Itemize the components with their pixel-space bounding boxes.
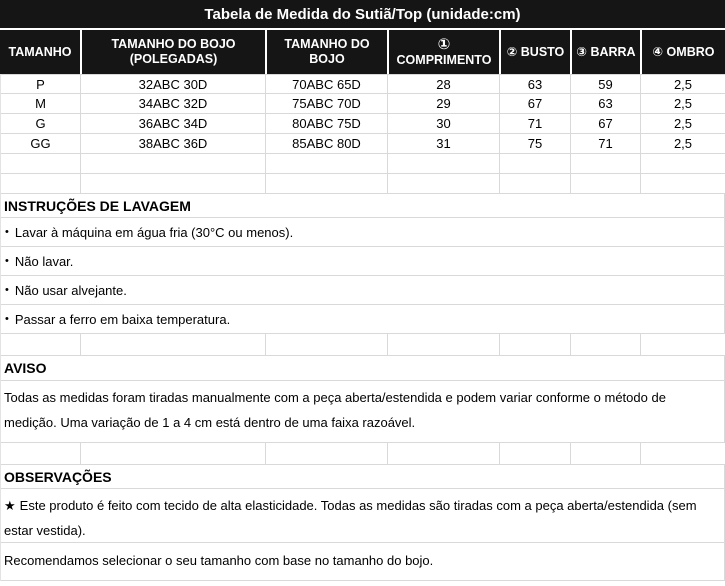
- bullet-icon: •: [5, 226, 9, 238]
- size-cell: 34ABC 32D: [81, 94, 266, 114]
- column-header-comprimento: [387, 30, 499, 74]
- size-cell: 2,5: [641, 134, 725, 154]
- empty-cell: [266, 334, 388, 356]
- washing-item: [1, 247, 725, 276]
- notice-section-heading: AVISO: [1, 356, 725, 381]
- table-row-p: [1, 74, 725, 94]
- bullet-icon: •: [5, 284, 9, 296]
- bullet-icon: •: [5, 255, 9, 267]
- observations-text: [1, 489, 725, 543]
- size-cell: M: [1, 94, 81, 114]
- empty-grid-row: [1, 154, 725, 174]
- size-cell: GG: [1, 134, 81, 154]
- size-cell: 36ABC 34D: [81, 114, 266, 134]
- size-cell: 32ABC 30D: [81, 74, 266, 94]
- washing-item-text: Passar a ferro em baixa temperatura.: [14, 311, 231, 327]
- header-label: ③ BARRA: [576, 44, 636, 59]
- washing-item-text: Lavar à máquina em água fria (30°C ou menos).: [14, 224, 294, 240]
- empty-cell: [571, 334, 641, 356]
- observations-text-body: Este produto é feito com tecido de alta elasticidade. Todas as medidas são tiradas com a peça aberta/estendida (sem estar vestida).: [4, 498, 697, 538]
- recommendation-text: Recomendamos selecionar o seu tamanho com base no tamanho do bojo.: [1, 543, 725, 581]
- empty-cell: [1, 154, 81, 174]
- empty-cell: [266, 443, 388, 465]
- empty-grid-row: [1, 334, 725, 356]
- empty-cell: [388, 154, 500, 174]
- size-cell: 2,5: [641, 114, 725, 134]
- size-cell: 71: [500, 114, 571, 134]
- size-cell: 71: [571, 134, 641, 154]
- size-cell: 80ABC 75D: [266, 114, 388, 134]
- header-label: TAMANHO DO: [284, 37, 370, 51]
- table-row-gg: [1, 134, 725, 154]
- column-header-tamanho: [0, 30, 80, 74]
- size-cell: 38ABC 36D: [81, 134, 266, 154]
- empty-cell: [81, 154, 266, 174]
- size-cell: G: [1, 114, 81, 134]
- empty-cell: [266, 154, 388, 174]
- star-icon: ★: [4, 498, 16, 513]
- empty-cell: [571, 154, 641, 174]
- size-cell: 2,5: [641, 94, 725, 114]
- empty-cell: [1, 174, 81, 194]
- size-cell: 59: [571, 74, 641, 94]
- size-cell: P: [1, 74, 81, 94]
- washing-section-heading: INSTRUÇÕES DE LAVAGEM: [1, 194, 725, 218]
- empty-cell: [81, 334, 266, 356]
- size-cell: 67: [500, 94, 571, 114]
- header-label: TAMANHO: [8, 44, 72, 59]
- header-label: ② BUSTO: [506, 44, 565, 59]
- empty-cell: [500, 334, 571, 356]
- size-cell: 29: [388, 94, 500, 114]
- size-cell: 85ABC 80D: [266, 134, 388, 154]
- size-cell: 31: [388, 134, 500, 154]
- header-label: BOJO: [309, 52, 345, 66]
- size-cell: 75ABC 70D: [266, 94, 388, 114]
- column-header-bojo: [265, 30, 387, 74]
- size-cell: 2,5: [641, 74, 725, 94]
- column-header-ombro: [640, 30, 725, 74]
- table-row-m: [1, 94, 725, 114]
- size-cell: 75: [500, 134, 571, 154]
- table-body: [0, 74, 725, 581]
- column-header-bojo-polegadas: [80, 30, 265, 74]
- empty-cell: [388, 334, 500, 356]
- washing-item: [1, 218, 725, 247]
- sheet-title: Tabela de Medida do Sutiã/Top (unidade:cm): [0, 0, 725, 28]
- empty-cell: [641, 334, 725, 356]
- empty-cell: [500, 154, 571, 174]
- circled-one-icon: ①: [437, 36, 451, 53]
- size-cell: 63: [571, 94, 641, 114]
- empty-cell: [388, 443, 500, 465]
- header-label: COMPRIMENTO: [396, 53, 492, 67]
- size-cell: 30: [388, 114, 500, 134]
- washing-item-text: Não usar alvejante.: [14, 282, 127, 298]
- empty-cell: [500, 443, 571, 465]
- size-cell: 67: [571, 114, 641, 134]
- empty-cell: [571, 443, 641, 465]
- empty-cell: [266, 174, 388, 194]
- empty-cell: [641, 154, 725, 174]
- empty-cell: [388, 174, 500, 194]
- table-row-g: [1, 114, 725, 134]
- washing-item: [1, 305, 725, 334]
- empty-cell: [571, 174, 641, 194]
- empty-cell: [1, 443, 81, 465]
- empty-cell: [641, 174, 725, 194]
- size-cell: 70ABC 65D: [266, 74, 388, 94]
- header-label: TAMANHO DO BOJO: [111, 37, 236, 51]
- table-header-row: [0, 30, 725, 74]
- size-cell: 63: [500, 74, 571, 94]
- empty-cell: [81, 443, 266, 465]
- empty-cell: [641, 443, 725, 465]
- empty-cell: [500, 174, 571, 194]
- header-label: (POLEGADAS): [129, 52, 218, 66]
- observations-section-heading: OBSERVAÇÕES: [1, 465, 725, 489]
- empty-cell: [1, 334, 81, 356]
- size-cell: 28: [388, 74, 500, 94]
- empty-grid-row: [1, 174, 725, 194]
- header-label: ④ OMBRO: [652, 44, 715, 59]
- washing-item-text: Não lavar.: [14, 253, 74, 269]
- column-header-barra: [570, 30, 640, 74]
- empty-cell: [81, 174, 266, 194]
- washing-item: [1, 276, 725, 305]
- empty-grid-row: [1, 443, 725, 465]
- bullet-icon: •: [5, 313, 9, 325]
- column-header-busto: [499, 30, 570, 74]
- notice-text: Todas as medidas foram tiradas manualmente com a peça aberta/estendida e podem variar conforme o método de medição. Uma variação de 1 a 4 cm está dentro de uma faixa razoável.: [1, 381, 725, 443]
